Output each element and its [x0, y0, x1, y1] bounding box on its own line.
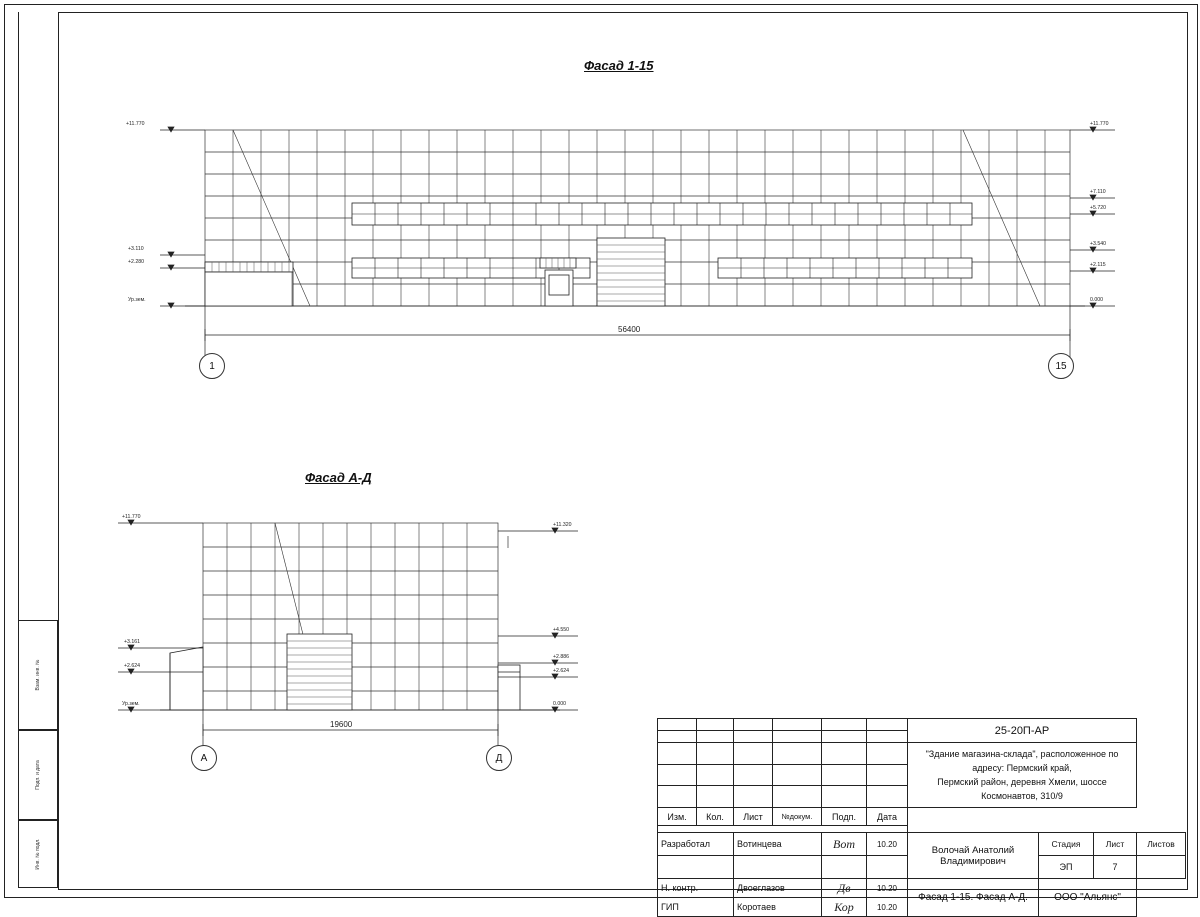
level-label: +11.770 — [122, 514, 141, 520]
person-name: Двоеглазов — [734, 879, 822, 898]
signature-date: 10.20 — [867, 833, 908, 856]
rev-cell — [697, 786, 734, 808]
rev-cell — [822, 719, 867, 731]
rev-cell — [773, 731, 822, 743]
sheet-title: Фасад 1-15. Фасад А-Д. — [908, 879, 1039, 917]
level-label: +11.770 — [126, 121, 145, 127]
header-spacer — [908, 808, 1137, 833]
rev-cell — [697, 719, 734, 731]
rev-cell — [822, 764, 867, 786]
level-label: +4.550 — [553, 627, 570, 633]
rev-cell — [773, 719, 822, 731]
level-label: 0.000 — [553, 701, 566, 707]
role-label: ГИП — [658, 898, 734, 917]
signature-mark: Вот — [822, 833, 867, 856]
person-name: Коротаев — [734, 898, 822, 917]
title-block-row — [658, 719, 1186, 731]
rev-cell — [734, 743, 773, 765]
rev-cell — [697, 764, 734, 786]
rev-cell — [867, 764, 908, 786]
signature-date: 10.20 — [867, 879, 908, 898]
column-header-data: Дата — [867, 808, 908, 826]
axis-marker-label: 1 — [209, 360, 215, 372]
axis-marker-label: Д — [495, 752, 503, 764]
rev-cell — [822, 731, 867, 743]
stage-label: Стадия — [1039, 833, 1094, 856]
doc-code: 25-20П-АР — [908, 719, 1137, 743]
rev-cell — [734, 786, 773, 808]
level-label: Ур.зем. — [128, 297, 146, 303]
person-name: Вотинцева — [734, 833, 822, 856]
column-header-nodoc: №докум. — [773, 808, 822, 826]
column-header-list: Лист — [734, 808, 773, 826]
rev-cell — [734, 764, 773, 786]
company-name: ООО "Альянс" — [1039, 879, 1137, 917]
level-label: +2.886 — [553, 654, 570, 660]
level-label: +2.280 — [128, 259, 145, 265]
rev-cell — [734, 719, 773, 731]
margin-note-text: Инв. № подл. — [35, 838, 41, 870]
facade-side-title: Фасад А-Д — [305, 470, 372, 485]
rev-cell — [658, 764, 697, 786]
level-label: +3.540 — [1090, 241, 1107, 247]
rev-cell — [773, 764, 822, 786]
column-header-podp: Подп. — [822, 808, 867, 826]
rev-cell — [658, 719, 697, 731]
chief-name: Волочай Анатолий Владимирович — [908, 833, 1039, 879]
level-label: +7.110 — [1090, 189, 1106, 195]
facade-main-overall-dimension: 56400 — [618, 325, 641, 334]
spacer-cell — [658, 826, 908, 833]
rev-cell — [697, 731, 734, 743]
rev-cell — [867, 731, 908, 743]
rev-cell — [867, 743, 908, 765]
title-block — [657, 718, 1186, 917]
empty-date-cell — [867, 856, 908, 879]
level-label: +3.110 — [128, 246, 144, 252]
title-block-row — [658, 743, 1186, 765]
margin-note-text: Взам. инв. № — [35, 659, 41, 691]
empty-name-cell — [734, 856, 822, 879]
list-label: Лист — [1094, 833, 1137, 856]
empty-role-cell — [658, 856, 734, 879]
rev-cell — [658, 786, 697, 808]
object-line-1: "Здание магазина-склада", расположенное по адресу: Пермский край, — [925, 749, 1119, 773]
signature-mark: Дв — [822, 879, 867, 898]
level-label: +11.770 — [1090, 121, 1109, 127]
axis-marker-d — [486, 745, 512, 771]
rev-cell — [867, 786, 908, 808]
rev-cell — [658, 743, 697, 765]
signature-mark: Кор — [822, 898, 867, 917]
rev-cell — [822, 786, 867, 808]
object-description — [908, 743, 1137, 808]
level-label: +3.161 — [124, 639, 141, 645]
rev-cell — [773, 743, 822, 765]
facade-main-title: Фасад 1-15 — [584, 58, 654, 73]
rev-cell — [658, 731, 697, 743]
rev-cell — [734, 731, 773, 743]
axis-marker-a — [191, 745, 217, 771]
rev-cell — [773, 786, 822, 808]
level-label: +2.624 — [124, 663, 141, 669]
signature-row-controller — [658, 879, 1186, 898]
stage-value: ЭП — [1039, 856, 1094, 879]
list-value: 7 — [1094, 856, 1137, 879]
rev-cell — [867, 719, 908, 731]
object-line-2: Пермский район, деревня Хмели, шоссе Космонавтов, 310/9 — [937, 777, 1107, 801]
signature-row-developer — [658, 833, 1186, 856]
level-label: +11.320 — [553, 522, 572, 528]
level-label: +2.624 — [553, 668, 570, 674]
role-label: Разработал — [658, 833, 734, 856]
rev-cell — [697, 743, 734, 765]
level-label: 0.000 — [1090, 297, 1103, 303]
axis-marker-label: А — [200, 752, 208, 764]
title-block-header-row — [658, 808, 1186, 826]
column-header-izm: Изм. — [658, 808, 697, 826]
rev-cell — [822, 743, 867, 765]
lists-label: Листов — [1137, 833, 1186, 856]
level-label: +2.115 — [1090, 262, 1106, 268]
level-label: Ур.зем. — [122, 701, 140, 707]
lists-value — [1137, 856, 1186, 879]
facade-side-overall-dimension: 19600 — [330, 720, 353, 729]
empty-sign-cell — [822, 856, 867, 879]
column-header-kol: Кол. — [697, 808, 734, 826]
axis-marker-label: 15 — [1055, 360, 1067, 372]
margin-note-text: Подп. и дата — [35, 760, 41, 790]
role-label: Н. контр. — [658, 879, 734, 898]
level-label: +5.720 — [1090, 205, 1107, 211]
signature-date: 10.20 — [867, 898, 908, 917]
